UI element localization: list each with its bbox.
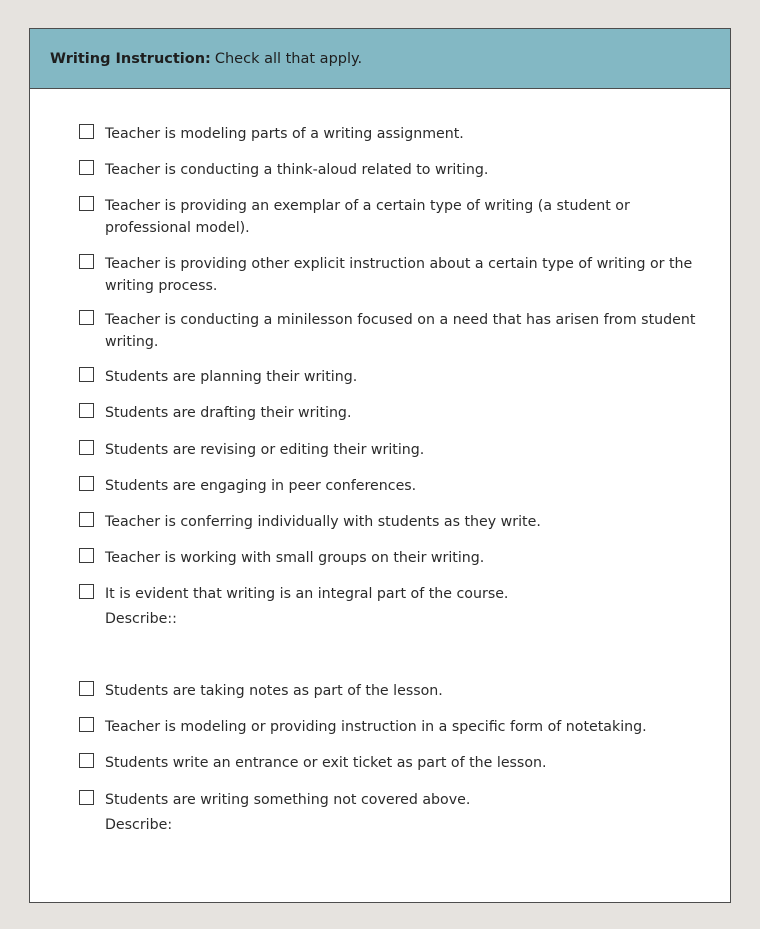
describe-label-1: Describe:: xyxy=(105,611,177,627)
checkbox[interactable] xyxy=(79,403,94,418)
checklist-item-label: Students are engaging in peer conferences. xyxy=(105,478,417,494)
header-title: Writing Instruction: xyxy=(50,50,211,67)
checkbox[interactable] xyxy=(79,196,94,211)
card-header xyxy=(30,29,730,89)
checkbox[interactable] xyxy=(79,790,94,805)
checkbox[interactable] xyxy=(79,476,94,491)
checklist-item-label: Teacher is conferring individually with students as they write. xyxy=(105,514,541,530)
checkbox[interactable] xyxy=(79,717,94,732)
checklist-item-label: Students are taking notes as part of the lesson. xyxy=(105,683,443,699)
checkbox[interactable] xyxy=(79,584,94,599)
checkbox[interactable] xyxy=(79,512,94,527)
checklist-item-label: Teacher is working with small groups on their writing. xyxy=(105,550,485,566)
checklist-item-label: Students are drafting their writing. xyxy=(105,405,352,421)
checkbox[interactable] xyxy=(79,160,94,175)
checklist-item-label: It is evident that writing is an integral part of the course. xyxy=(105,586,509,602)
checkbox[interactable] xyxy=(79,310,94,325)
checkbox[interactable] xyxy=(79,367,94,382)
checkbox[interactable] xyxy=(79,254,94,269)
header-instruction: Check all that apply. xyxy=(214,50,363,67)
checkbox[interactable] xyxy=(79,124,94,139)
checklist-item-label: Teacher is conducting a minilesson focused on a need that has arisen from student writing. xyxy=(105,312,696,350)
checklist-item-label: Teacher is modeling parts of a writing assignment. xyxy=(105,126,464,142)
checklist-item-label: Students write an entrance or exit ticket as part of the lesson. xyxy=(105,755,547,771)
checklist-item-label: Students are revising or editing their writing. xyxy=(105,442,425,458)
checklist-item-label: Teacher is conducting a think-aloud related to writing. xyxy=(105,162,489,178)
checklist-item-label: Teacher is providing other explicit instruction about a certain type of writing or the writing process. xyxy=(105,256,693,294)
checkbox[interactable] xyxy=(79,681,94,696)
writing-instruction-card xyxy=(29,28,731,903)
checkbox[interactable] xyxy=(79,753,94,768)
checklist-item-label: Teacher is providing an exemplar of a certain type of writing (a student or professional model). xyxy=(105,198,630,236)
checklist-item-label: Students are planning their writing. xyxy=(105,369,358,385)
checklist-item-label: Teacher is modeling or providing instruction in a specific form of notetaking. xyxy=(105,719,647,735)
describe-label-2: Describe: xyxy=(105,817,173,833)
checkbox[interactable] xyxy=(79,440,94,455)
checkbox[interactable] xyxy=(79,548,94,563)
checklist-item-label: Students are writing something not covered above. xyxy=(105,792,471,808)
